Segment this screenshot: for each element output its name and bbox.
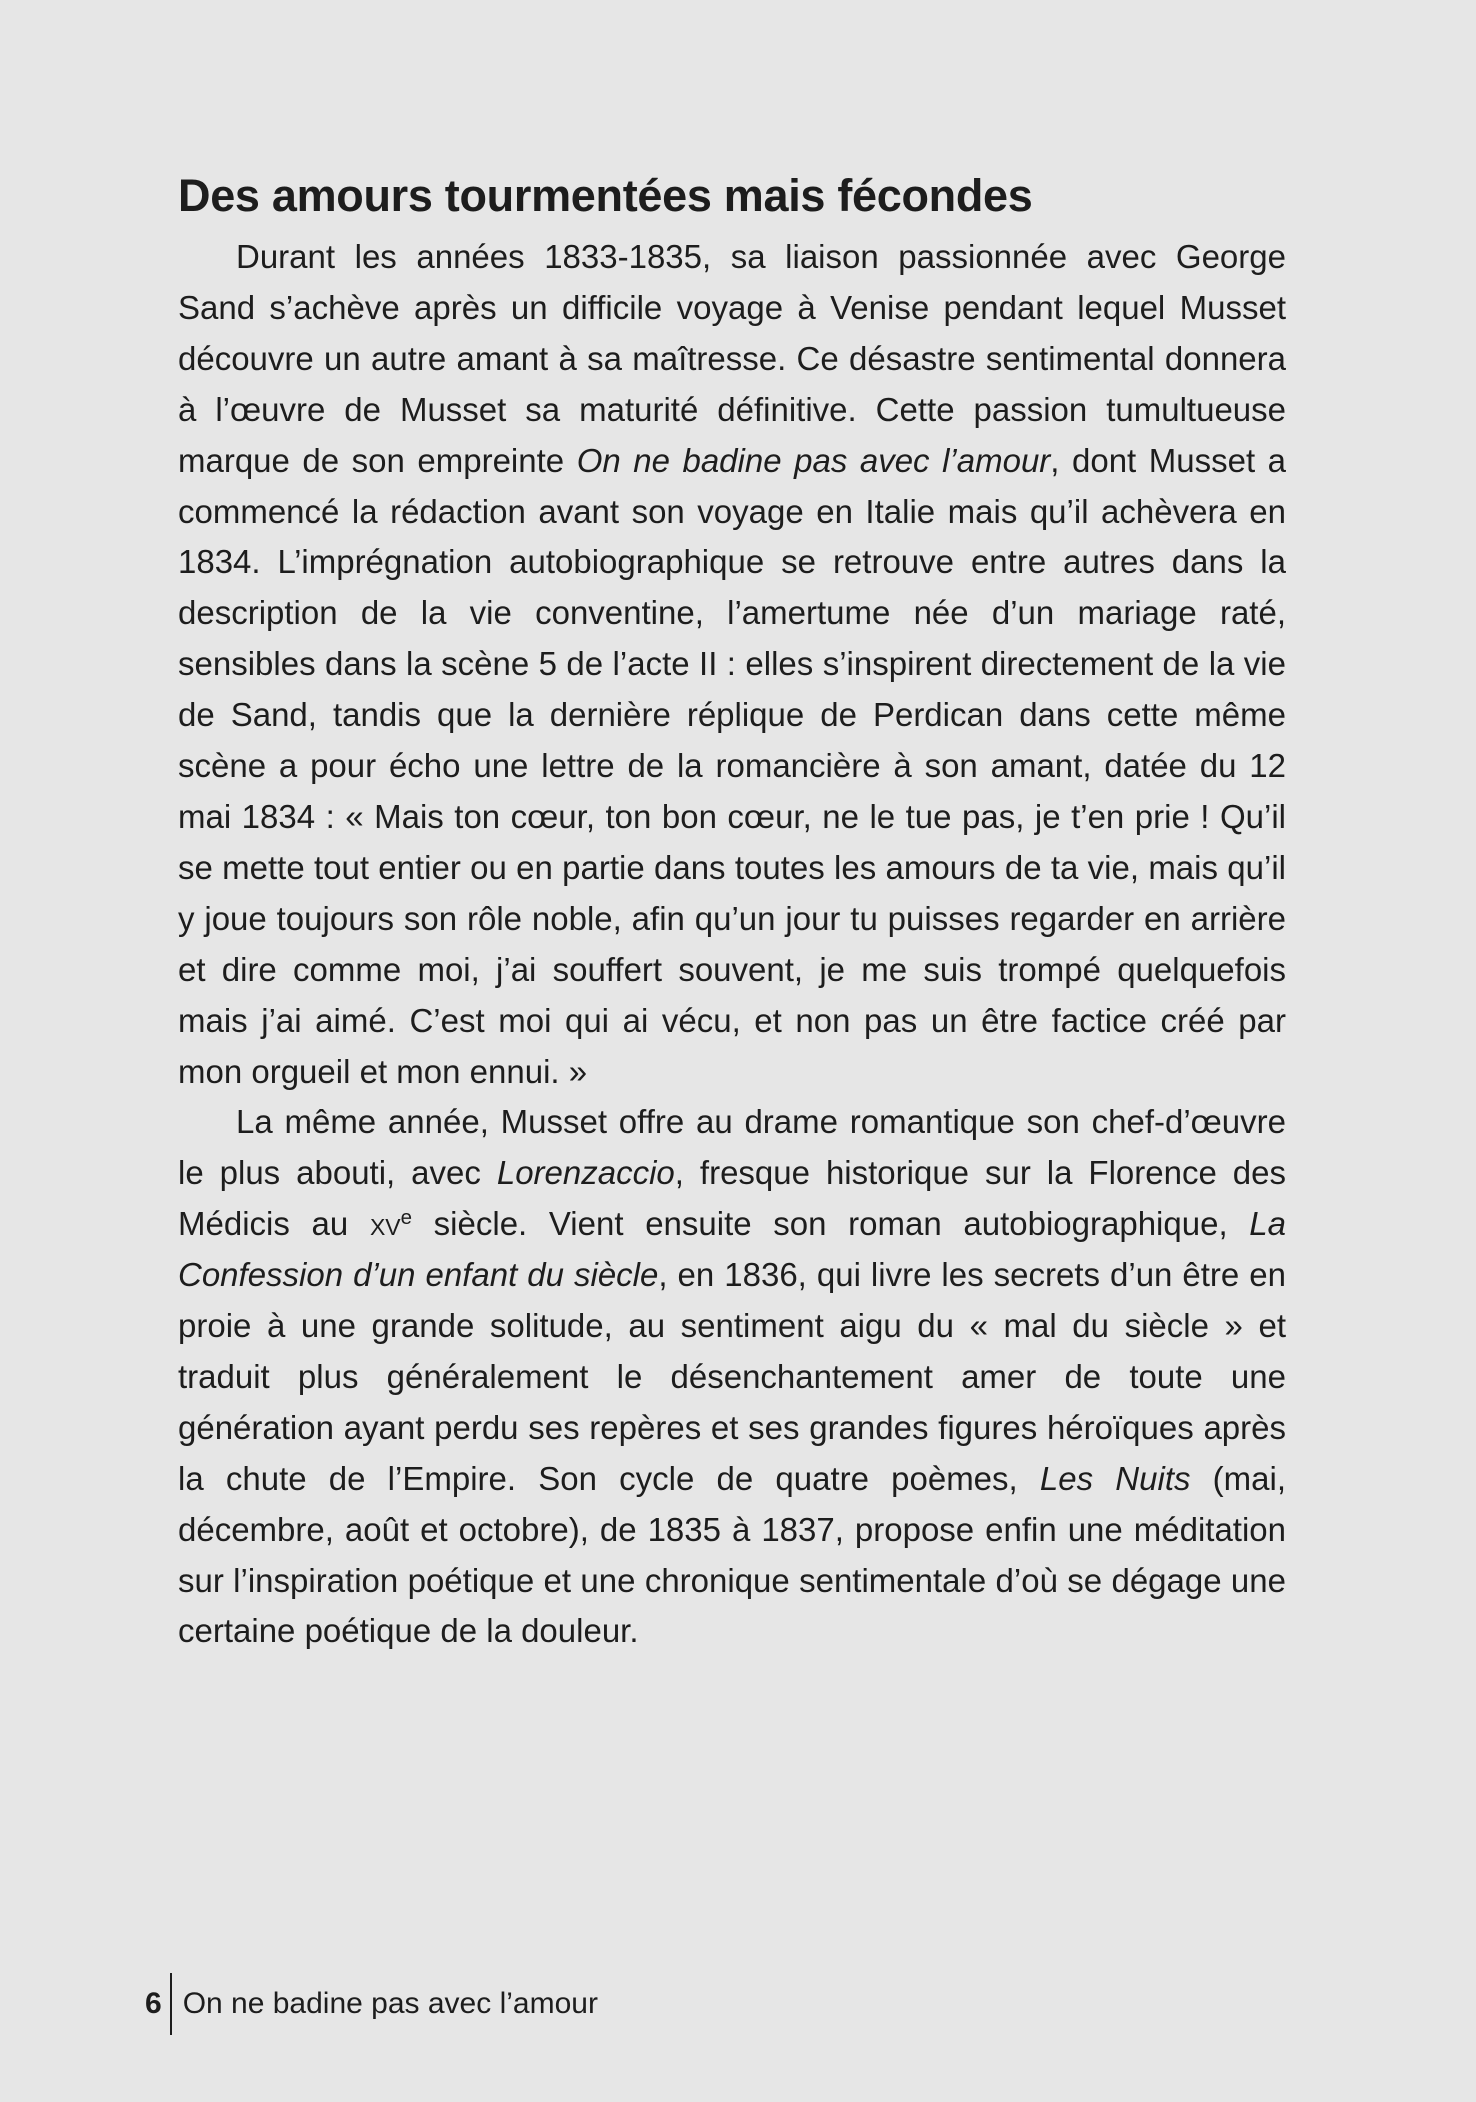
- paragraph-sand-liaison: [178, 232, 1286, 1097]
- page-body: [178, 160, 1286, 1657]
- page-footer: [145, 1974, 598, 2034]
- century-numeral: xv: [369, 1205, 401, 1243]
- running-title: On ne badine pas avec l’amour: [182, 1987, 598, 2020]
- paragraph-text: , dont Musset a commencé la rédaction avant son voyage en Italie mais qu’il achèvera en 1834. L’imprégnation autobiographique se retrouve entre autres dans la description de la vie conventine, l’amertume née d’un mariage raté, sensibles dans la scène 5 de l’acte II : elles s’inspirent directement de la vie de Sand, tandis que la dernière réplique de Perdican dans cette même scène a pour écho une lettre de la romancière à son amant, datée du 12 mai 1834 : « Mais ton cœur, ton bon cœur, ne le tue pas, je t’en prie ! Qu’il se mette tout entier ou en partie dans toutes les amours de ta vie, mais qu’il y joue toujours son rôle noble, afin qu’un jour tu puisses regarder en arrière et dire comme moi, j’ai souffert souvent, je me suis trompé quelquefois mais j’ai aimé. C’est moi qui ai vécu, et non pas un être factice créé par mon orgueil et mon ennui. »: [178, 441, 1287, 1090]
- novel-title: La Confession d’un enfant du siècle: [178, 1205, 1287, 1294]
- paragraph-text: (mai, décembre, août et octobre), de 1835 à 1837, propose enfin une méditation sur l’inspiration poétique et une chronique sentimentale d’où se dégage une certaine poétique de la douleur.: [178, 1459, 1287, 1650]
- paragraph-works: [178, 1097, 1286, 1657]
- footer-divider: [170, 1973, 172, 2035]
- poem-cycle-title: Les Nuits: [1039, 1459, 1191, 1497]
- paragraph-text: Durant les années 1833-1835, sa liaison passionnée avec George Sand s’achève après un difficile voyage à Venise pendant lequel Musset découvre un autre amant à sa maîtresse. Ce désastre sentimental donnera à l’œuvre de Musset sa maturité définitive. Cette passion tumultueuse marque de son empreinte: [178, 238, 1286, 479]
- play-title: Lorenzaccio: [496, 1154, 675, 1192]
- paragraph-text: , en 1836, qui livre les secrets d’un être en proie à une grande solitude, au sentiment aigu du « mal du siècle » et traduit plus généralement le désenchantement amer de toute une génération ayant perdu ses repères et ses grandes figures héroïques après la chute de l’Empire. Son cycle de quatre poèmes,: [178, 1256, 1286, 1497]
- paragraph-text: La même année, Musset offre au drame romantique son chef-d’œuvre le plus abouti, avec: [178, 1103, 1286, 1192]
- paragraph-text: , fresque historique sur la Florence des Médicis au: [178, 1154, 1286, 1243]
- century-superscript: e: [400, 1205, 412, 1229]
- section-title: Des amours tourmentées mais fécondes: [178, 170, 1033, 221]
- page-number: 6: [145, 1987, 162, 2020]
- play-title: On ne badine pas avec l’amour: [576, 441, 1051, 479]
- paragraph-text: siècle. Vient ensuite son roman autobiographique,: [412, 1205, 1250, 1243]
